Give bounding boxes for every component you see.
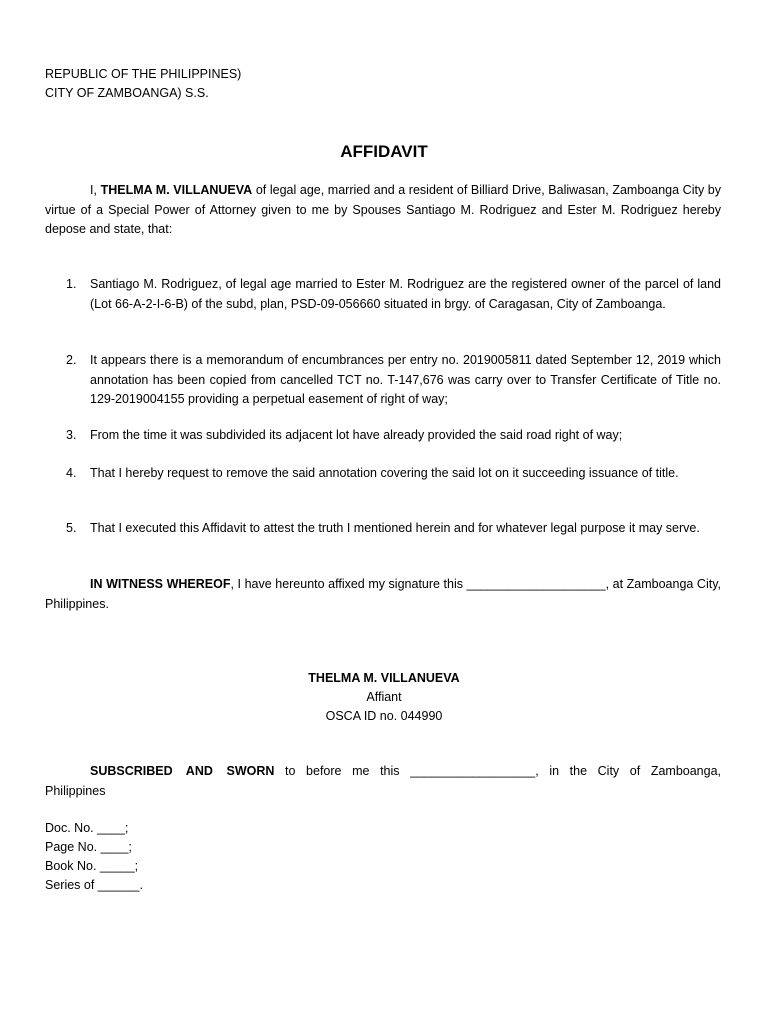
list-item: From the time it was subdivided its adjacent lot have already provided the said road right of way; — [90, 428, 623, 442]
jurat-paragraph — [45, 762, 721, 801]
item-number: 5. — [66, 521, 77, 535]
jurat-text: to before me this __________________, in the City of Zamboanga, Philippines — [45, 764, 722, 798]
affiant-id: OSCA ID no. 044990 — [325, 709, 443, 723]
header-republic: REPUBLIC OF THE PHILIPPINES) — [45, 67, 242, 81]
witness-paragraph — [45, 575, 721, 614]
affiant-role: Affiant — [366, 690, 402, 704]
list-item: Santiago M. Rodriguez, of legal age married to Ester M. Rodriguez are the registered owner of the parcel of land (Lot 66-A-2-I-6-B) of the subd, plan, PSD-09-056660 situated in brgy. of Caragasan, City of Zamboanga. — [90, 277, 721, 311]
affiant-name: THELMA M. VILLANUEVA — [308, 671, 460, 685]
document-title: AFFIDAVIT — [340, 142, 428, 161]
witness-bold: IN WITNESS WHEREOF — [90, 577, 231, 591]
item-number: 4. — [66, 466, 77, 480]
witness-text: , I have hereunto affixed my signature this ____________________, at Zamboanga City, Philippines. — [45, 577, 722, 611]
notarial-book: Book No. _____; — [45, 859, 139, 873]
intro-text: of legal age, married and a resident of Billiard Drive, Baliwasan, Zamboanga City by virtue of a Special Power of Attorney given to me by Spouses Santiago M. Rodriguez and Ester M. Rodriguez hereby depose and state, that: — [45, 183, 721, 236]
intro-paragraph — [45, 181, 721, 240]
notarial-page: Page No. ____; — [45, 840, 132, 854]
affiant-name-inline: THELMA M. VILLANUEVA — [100, 183, 253, 197]
item-number: 1. — [66, 277, 77, 291]
notarial-doc: Doc. No. ____; — [45, 821, 129, 835]
list-item: That I hereby request to remove the said annotation covering the said lot on it succeeding issuance of title. — [90, 466, 679, 480]
header-city: CITY OF ZAMBOANGA) S.S. — [45, 86, 209, 100]
jurat-bold: SUBSCRIBED AND SWORN — [90, 764, 275, 778]
list-item: It appears there is a memorandum of encumbrances per entry no. 2019005811 dated September 12, 2019 which annotation has been copied from cancelled TCT no. T-147,676 was carry over to Transfer Certificate of Title no. 129-2019004155 providing a perpetual easement of right of way; — [90, 353, 721, 406]
item-number: 2. — [66, 353, 77, 367]
item-number: 3. — [66, 428, 77, 442]
notarial-series: Series of ______. — [45, 878, 143, 892]
intro-prefix: I, — [90, 183, 101, 197]
list-item: That I executed this Affidavit to attest the truth I mentioned herein and for whatever legal purpose it may serve. — [90, 521, 700, 535]
